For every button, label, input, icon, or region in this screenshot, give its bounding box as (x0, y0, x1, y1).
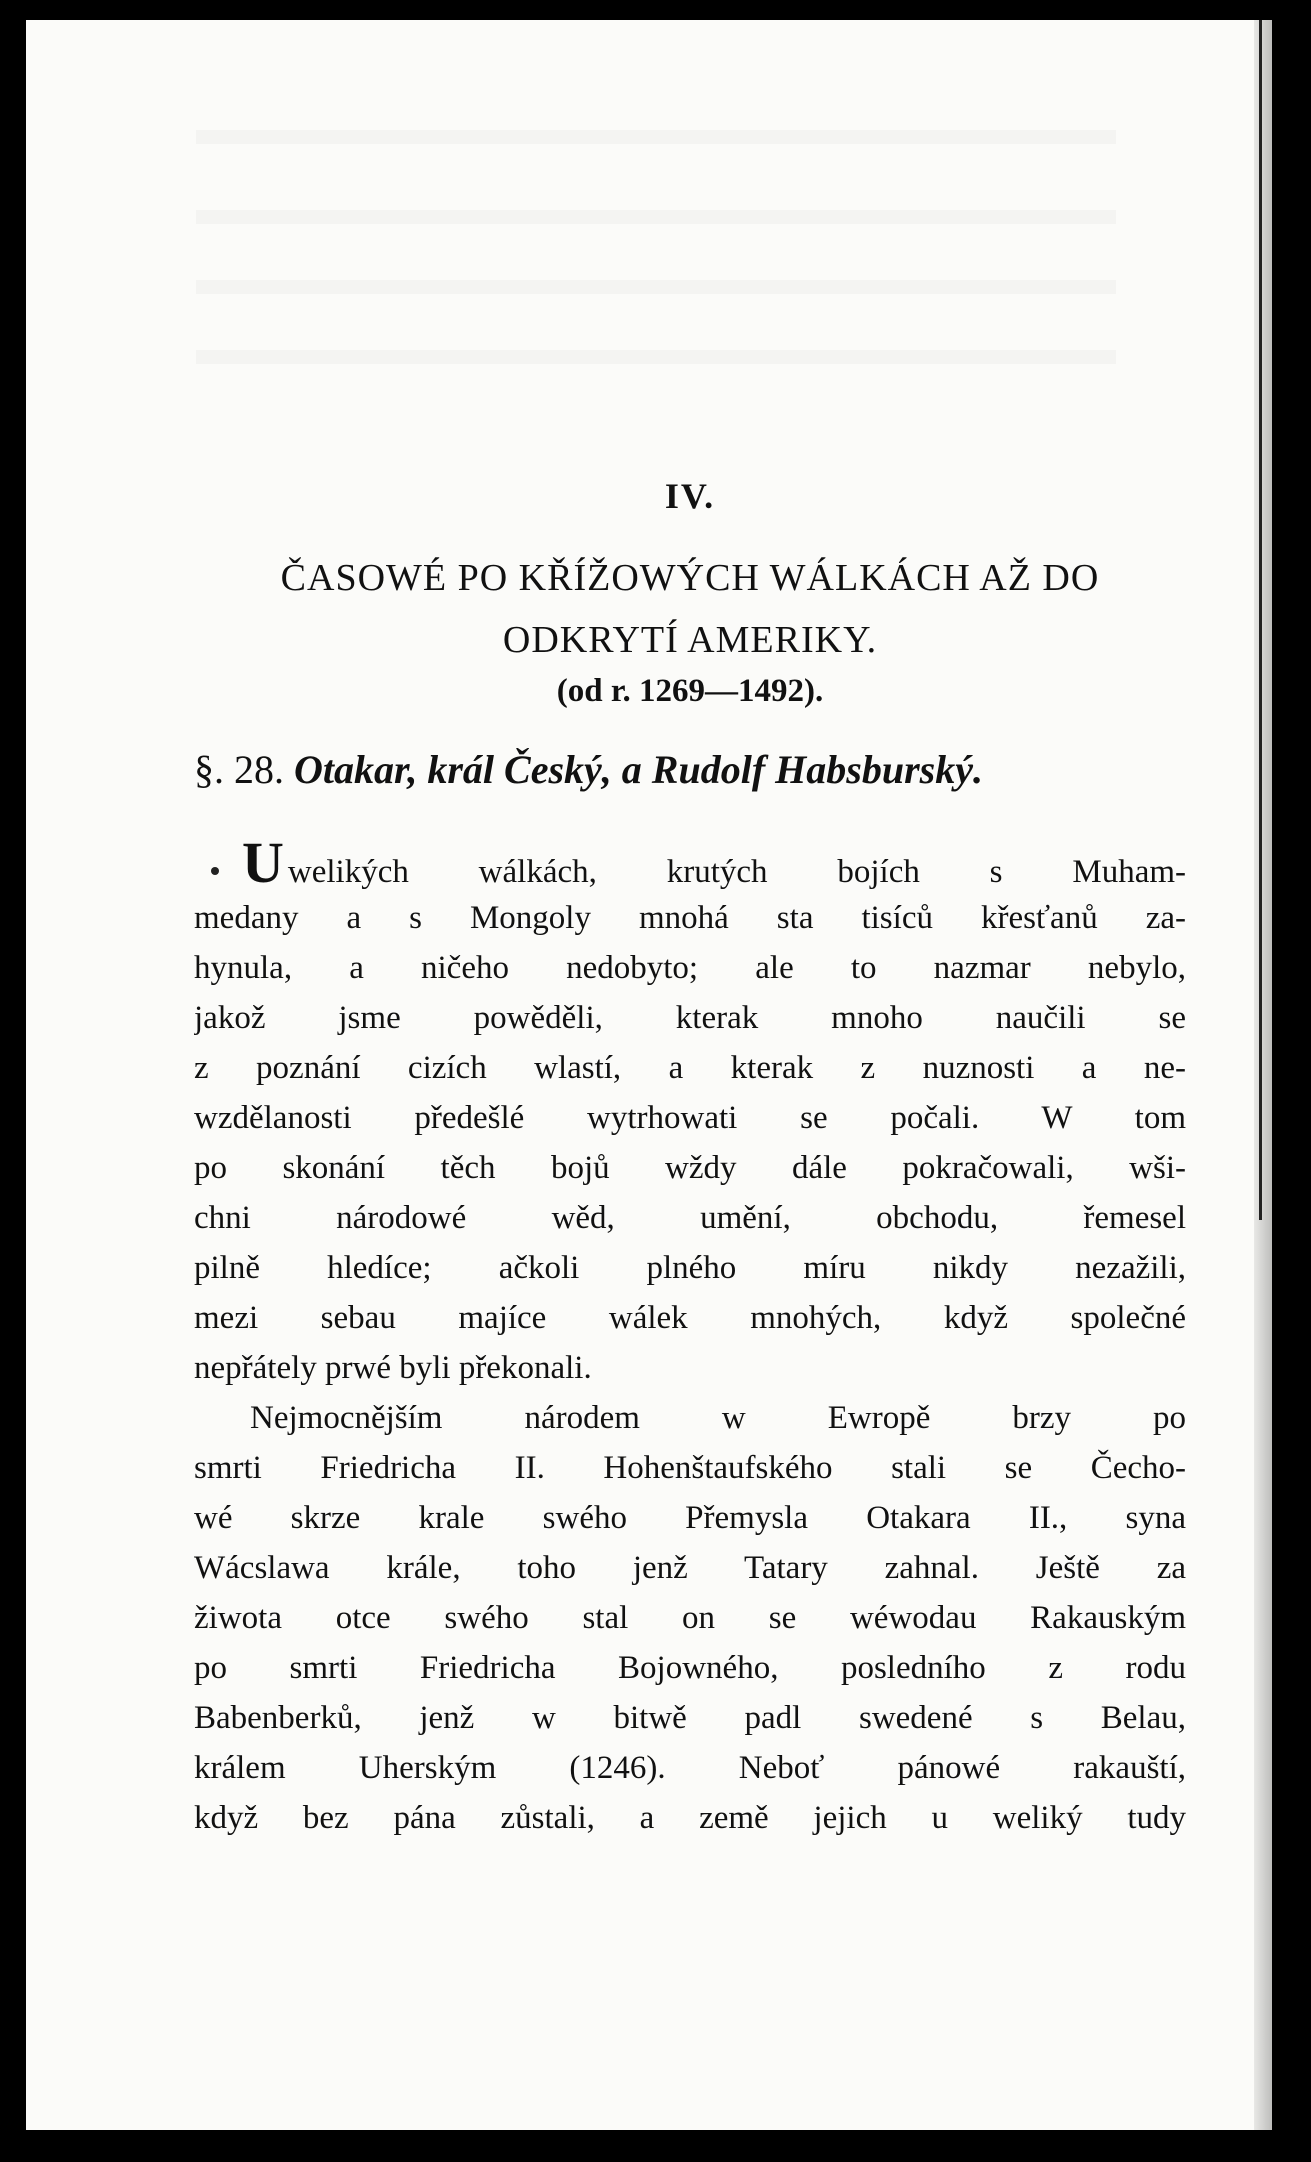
text-line: po skonání těch bojů wždy dále pokračowali, wši- (194, 1150, 1186, 1186)
bleed-through-text (196, 210, 1116, 224)
bleed-through-text (196, 280, 1116, 294)
body-text (194, 843, 1186, 1843)
first-line-text: welikých wálkách, krutých bojích s Muham- (287, 854, 1186, 890)
paragraph-1-line-1 (194, 843, 1186, 893)
text-line: po smrti Friedricha Bojowného, posledního z rodu (194, 1650, 1186, 1686)
section-heading (194, 746, 1186, 793)
chapter-title-line-2: ODKRYTÍ AMERIKY. (502, 619, 878, 661)
text-line: žiwota otce swého stal on se wéwodau Rakauským (194, 1600, 1186, 1636)
text-line: Wácslawa krále, toho jenž Tatary zahnal. Ještě za (194, 1550, 1186, 1586)
text-line: když bez pána zůstali, a země jejich u weliký tudy (194, 1800, 1186, 1836)
page-content (194, 475, 1186, 1843)
text-line: z poznání cizích wlastí, a kterak z nuznosti a ne- (194, 1050, 1186, 1086)
text-line: chni národowé wěd, umění, obchodu, řemesel (194, 1200, 1186, 1236)
text-line: wzdělanosti předešlé wytrhowati se počali. W tom (194, 1100, 1186, 1136)
text-line: medany a s Mongoly mnohá sta tisíců křesťanů za- (194, 900, 1186, 936)
text-line: pilně hledíce; ačkoli plného míru nikdy nezažili, (194, 1250, 1186, 1286)
spine-shadow-line (1259, 20, 1262, 1220)
chapter-years: (od r. 1269—1492). (556, 673, 824, 709)
text-line: wé skrze krale swého Přemysla Otakara II., syna (194, 1500, 1186, 1536)
text-line: hynula, a ničeho nedobyto; ale to nazmar nebylo, (194, 950, 1186, 986)
drop-cap: U (242, 843, 284, 893)
text-line: jakož jsme powěděli, kterak mnoho naučili se (194, 1000, 1186, 1036)
bleed-through-text (196, 130, 1116, 144)
text-line: Babenberků, jenž w bitwě padl swedené s Belau, (194, 1700, 1186, 1736)
section-number: §. 28. (194, 747, 284, 792)
text-line: nepřátely prwé byli překonali. (194, 1350, 592, 1386)
section-title: Otakar, král Český, a Rudolf Habsburský. (294, 747, 983, 792)
bleed-through-text (196, 350, 1116, 364)
chapter-number: IV. (664, 476, 716, 516)
text-line: mezi sebau majíce wálek mnohých, když společné (194, 1300, 1186, 1336)
chapter-title-line-1: ČASOWÉ PO KŘÍŽOWÝCH WÁLKÁCH AŽ DO (280, 557, 1100, 599)
text-line: Nejmocnějším národem w Ewropě brzy po (250, 1400, 1186, 1436)
text-line: králem Uherským (1246). Neboť pánowé rakauští, (194, 1750, 1186, 1786)
page-spine-edge (1254, 20, 1272, 2130)
text-line: smrti Friedricha II. Hohenštaufského stali se Čecho- (194, 1450, 1186, 1486)
book-page (26, 20, 1272, 2130)
